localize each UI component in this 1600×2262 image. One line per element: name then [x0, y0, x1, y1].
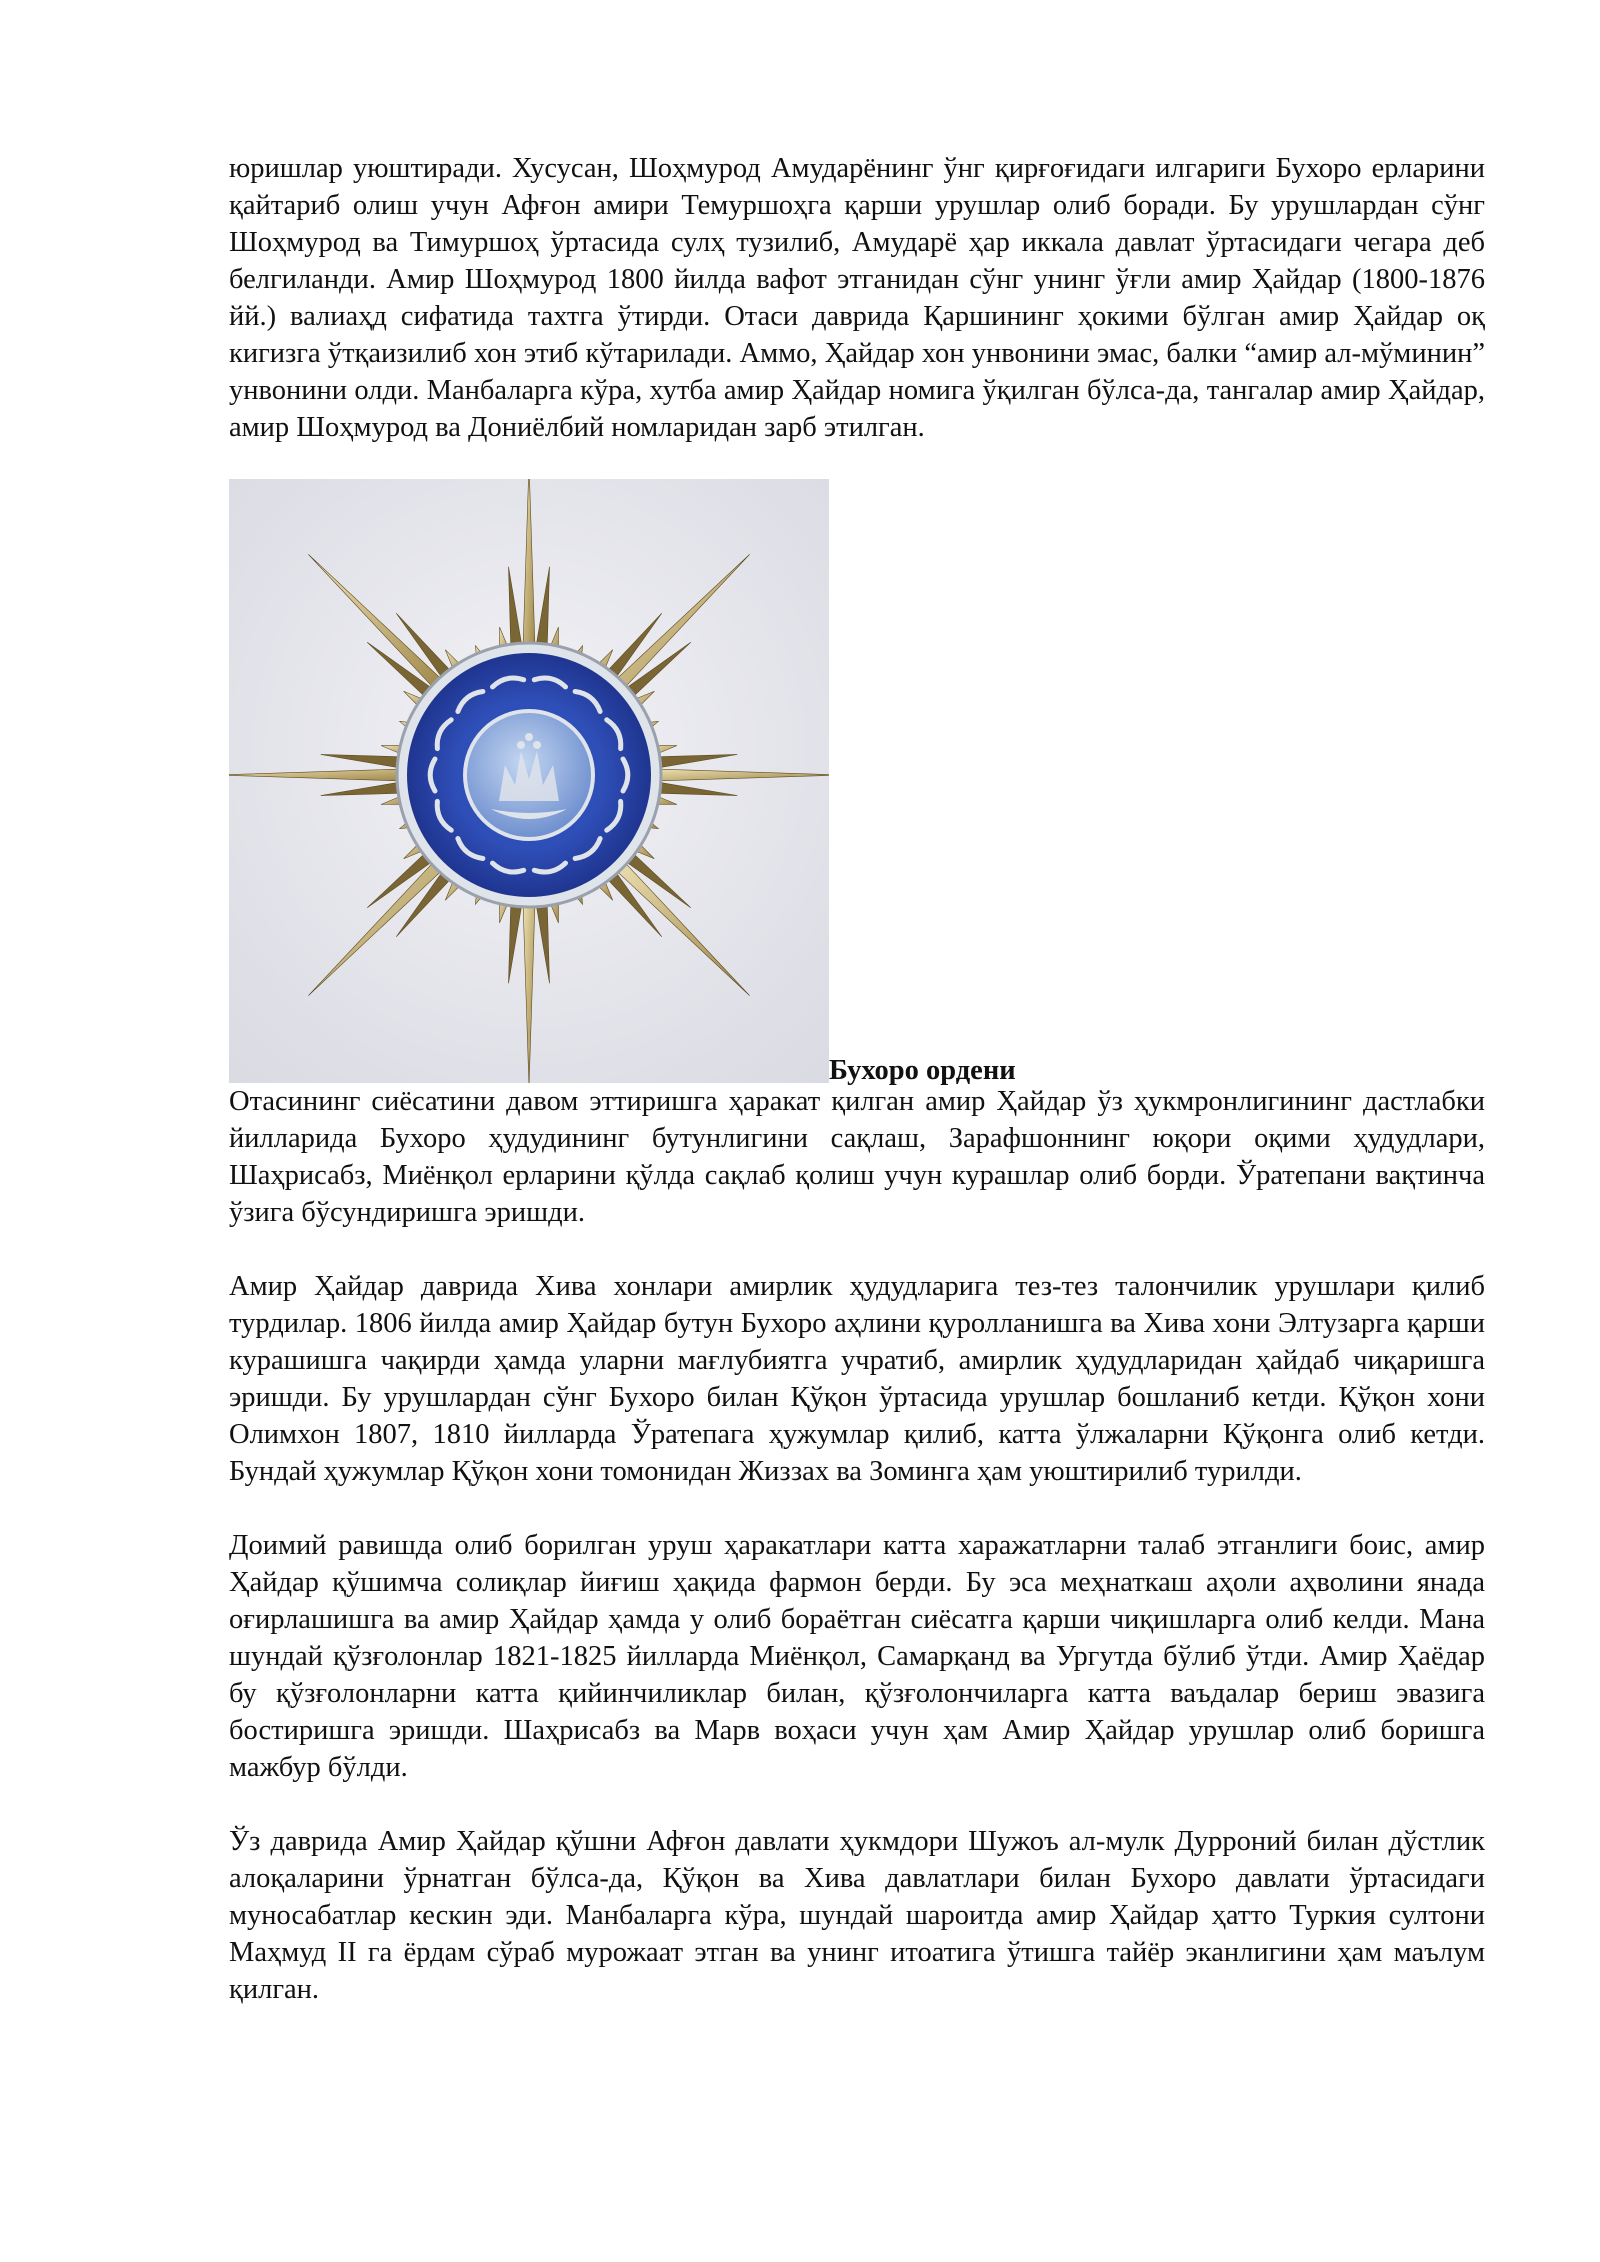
figure: [229, 479, 1485, 1086]
paragraph-3: Амир Ҳайдар даврида Хива хонлари амирлик ҳудудларига тез-тез талончилик урушлари қилиб турдилар. 1806 йилда амир Ҳайдар бутун Бухоро аҳлини қуролланишга ва Хива хони Элтузарга қарши курашишга чақирди ҳамда уларни мағлубиятга учратиб, амирлик ҳудудларидан ҳайдаб чиқаришга эришди. Бу урушлардан сўнг Бухоро билан Қўқон ўртасида урушлар бошланиб кетди. Қўқон хони Олимхон 1807, 1810 йилларда Ўратепага ҳужумлар қилиб, катта ўлжаларни Қўқонга олиб кетди. Бундай ҳужумлар Қўқон хони томонидан Жиззах ва Зоминга ҳам уюштирилиб турилди.: [229, 1271, 1485, 1487]
paragraph-1: юришлар уюштиради. Хусусан, Шоҳмурод Амударёнинг ўнг қирғоғидаги илгариги Бухоро ерларини қайтариб олиш учун Афғон амири Темуршоҳга қарши урушлар олиб боради. Бу урушлардан сўнг Шоҳмурод ва Тимуршоҳ ўртасида сулҳ тузилиб, Амударё ҳар иккала давлат ўртасидаги чегара деб белгиланди. Амир Шоҳмурод 1800 йилда вафот этганидан сўнг унинг ўғли амир Ҳайдар (1800-1876 йй.) валиаҳд сифатида тахтга ўтирди. Отаси даврида Қаршининг ҳокими бўлган амир Ҳайдар оқ кигизга ўтқаизилиб хон этиб кўтарилади. Аммо, Ҳайдар хон унвонини эмас, балки “амир ал-мўминин” унвонини олди. Манбаларга кўра, хутба амир Ҳайдар номига ўқилган бўлса-да, тангалар амир Ҳайдар, амир Шоҳмурод ва Дониёлбий номларидан зарб этилган.: [229, 153, 1485, 443]
bukhara-order-image: [229, 479, 829, 1083]
paragraph-4: Доимий равишда олиб борилган уруш ҳаракатлари катта харажатларни талаб этганлиги боис, амир Ҳайдар қўшимча солиқлар йиғиш ҳақида фармон берди. Бу эса меҳнаткаш аҳоли аҳволини янада оғирлашишга ва амир Ҳайдар ҳамда у олиб бораётган сиёсатга қарши чиқишларга олиб келди. Мана шундай қўзғолонлар 1821-1825 йилларда Миёнқол, Самарқанд ва Ургутда бўлиб ўтди. Амир Ҳаёдар бу қўзғолонларни катта қийинчиликлар билан, қўзғолончиларга катта ваъдалар бериш эвазига бостиришга эришди. Шаҳрисабз ва Марв воҳаси учун ҳам Амир Ҳайдар урушлар олиб боришга мажбур бўлди.: [229, 1530, 1485, 1783]
document-page: [229, 150, 1485, 2008]
paragraph-2: Отасининг сиёсатини давом эттиришга ҳаракат қилган амир Ҳайдар ўз ҳукмронлигининг дастлабки йилларида Бухоро ҳудудининг бутунлигини сақлаш, Зарафшоннинг юқори оқими ҳудудлари, Шаҳрисабз, Миёнқол ерларини қўлда сақлаб қолиш учун курашлар олиб борди. Ўратепани вақтинча ўзига бўсундиришга эришди.: [229, 1086, 1485, 1228]
medal-star-icon: [229, 479, 829, 1083]
figure-caption: Бухоро ордени: [829, 1055, 1016, 1086]
paragraph-5: Ўз даврида Амир Ҳайдар қўшни Афғон давлати ҳукмдори Шужоъ ал-мулк Дурроний билан дўстлик алоқаларини ўрнатган бўлса-да, Қўқон ва Хива давлатлари билан Бухоро давлати ўртасидаги муносабатлар кескин эди. Манбаларга кўра, шундай шароитда амир Ҳайдар ҳатто Туркия султони Маҳмуд II га ёрдам сўраб мурожаат этган ва унинг итоатига ўтишга тайёр эканлигини ҳам маълум қилган.: [229, 1826, 1485, 2005]
